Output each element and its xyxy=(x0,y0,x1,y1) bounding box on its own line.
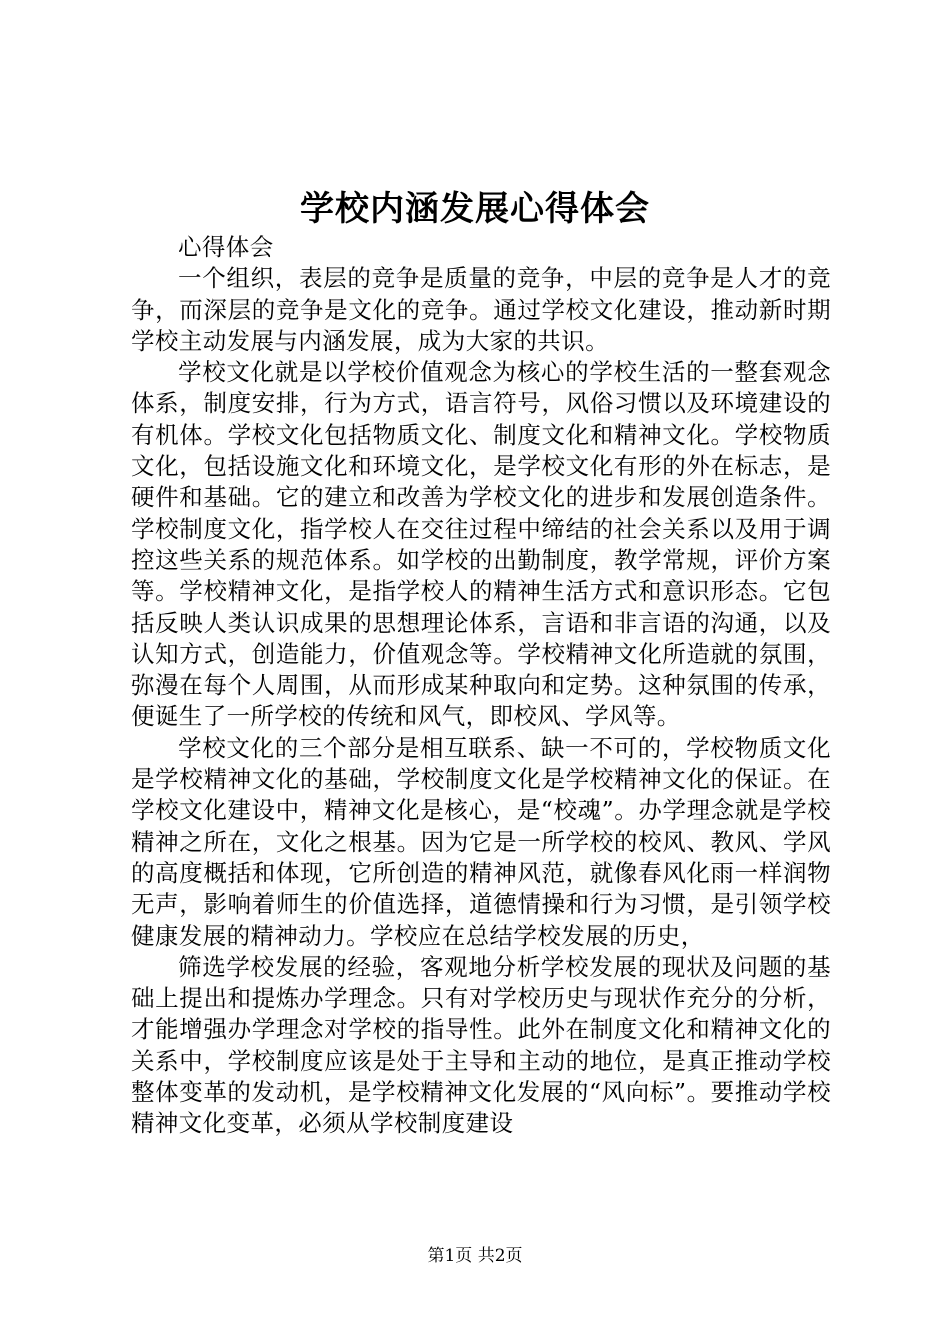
paragraph: 学校文化就是以学校价值观念为核心的学校生活的一整套观念体系，制度安排，行为方式，语言符号，风俗习惯以及环境建设的有机体。学校文化包括物质文化、制度文化和精神文化。学校物质文化，包括设施文化和环境文化，是学校文化有形的外在标志，是硬件和基础。它的建立和改善为学校文化的进步和发展创造条件。学校制度文化，指学校人在交往过程中缔结的社会关系以及用于调控这些关系的规范体系。如学校的出勤制度，教学常规，评价方案等。学校精神文化，是指学校人的精神生活方式和意识形态。它包括反映人类认识成果的思想理论体系，言语和非言语的沟通，以及认知方式，创造能力，价值观念等。学校精神文化所造就的氛围，弥漫在每个人周围，从而形成某种取向和定势。这种氛围的传承，便诞生了一所学校的传统和风气，即校风、学风等。 xyxy=(131,358,831,731)
paragraph: 筛选学校发展的经验，客观地分析学校发展的现状及问题的基础上提出和提炼办学理念。只有对学校历史与现状作充分的分析，才能增强办学理念对学校的指导性。此外在制度文化和精神文化的关系中，学校制度应该是处于主导和主动的地位，是真正推动学校整体变革的发动机，是学校精神文化发展的“风向标”。要推动学校精神文化变革，必须从学校制度建设 xyxy=(131,952,831,1138)
paragraph-heading: 心得体会 xyxy=(178,233,274,261)
page-number-footer: 第1页 共2页 xyxy=(427,1246,523,1266)
paragraph: 学校文化的三个部分是相互联系、缺一不可的，学校物质文化是学校精神文化的基础，学校制度文化是学校精神文化的保证。在学校文化建设中，精神文化是核心，是“校魂”。办学理念就是学校精神之所在，文化之根基。因为它是一所学校的校风、教风、学风的高度概括和体现，它所创造的精神风范，就像春风化雨一样润物无声，影响着师生的价值选择，道德情操和行为习惯，是引领学校健康发展的精神动力。学校应在总结学校发展的历史， xyxy=(131,733,831,950)
paragraph: 一个组织，表层的竞争是质量的竞争，中层的竞争是人才的竞争，而深层的竞争是文化的竞争。通过学校文化建设，推动新时期学校主动发展与内涵发展，成为大家的共识。 xyxy=(131,264,831,355)
document-body xyxy=(131,232,831,1140)
document-title: 学校内涵发展心得体会 xyxy=(300,189,650,229)
